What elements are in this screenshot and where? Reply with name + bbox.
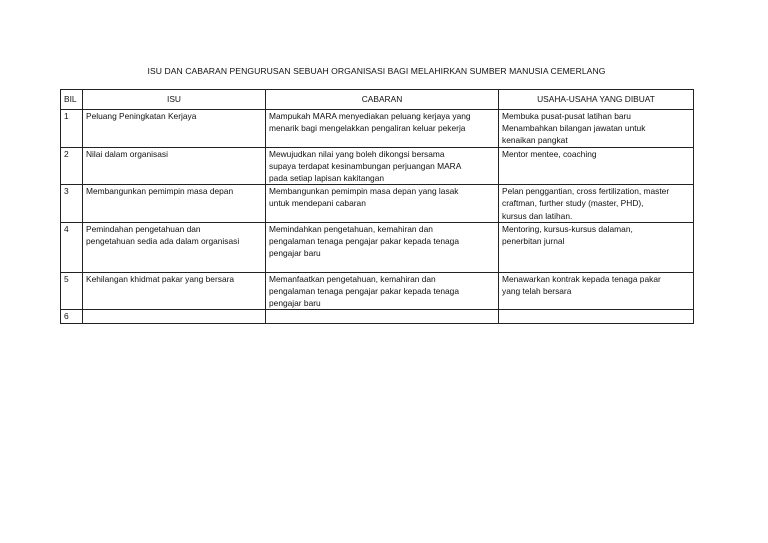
cell-line: Nilai dalam organisasi xyxy=(86,148,168,159)
isu-cell xyxy=(83,272,266,310)
bil-cell: 4 xyxy=(61,222,83,272)
cabaran-cell xyxy=(266,110,499,148)
cell-line: untuk mendepani cabaran xyxy=(269,198,366,209)
cabaran-cell xyxy=(266,147,499,185)
table-row xyxy=(61,272,694,310)
cell-line: Membuka pusat-pusat latihan baru xyxy=(502,111,631,121)
cell-line: kursus dan latihan. xyxy=(502,210,573,221)
cell-line: craftman, further study (master, PHD), xyxy=(502,198,644,209)
cell-line: Kehilangan khidmat pakar yang bersara xyxy=(86,273,235,284)
issues-table xyxy=(60,89,694,324)
isu-cell xyxy=(83,110,266,148)
cell-line: supaya terdapat kesinambungan perjuangan MARA xyxy=(269,160,462,171)
cell-line: pengetahuan sedia ada dalam organisasi xyxy=(86,236,240,247)
bil-cell: 3 xyxy=(61,185,83,223)
isu-cell xyxy=(83,185,266,223)
cabaran-cell xyxy=(266,310,499,323)
usaha-cell xyxy=(499,222,694,272)
header-bil: BIL xyxy=(61,90,83,110)
cell-line: Membangunkan pemimpin masa depan yang lasak xyxy=(269,186,459,197)
cabaran-cell xyxy=(266,272,499,310)
table-row xyxy=(61,110,694,148)
cell-line: Memanfaatkan pengetahuan, kemahiran dan xyxy=(269,273,436,284)
cell-line: pengalaman tenaga pengajar pakar kepada tenaga xyxy=(269,286,459,297)
cell-line: Memindahkan pengetahuan, kemahiran dan xyxy=(269,223,433,234)
cell-line: Peluang Peningkatan Kerjaya xyxy=(86,111,197,121)
cell-line: pengajar baru xyxy=(269,248,321,259)
usaha-cell xyxy=(499,272,694,310)
table-row xyxy=(61,222,694,272)
bil-cell: 2 xyxy=(61,147,83,185)
cell-line: Menawarkan kontrak kepada tenaga pakar xyxy=(502,273,661,284)
cell-line: pengalaman tenaga pengajar pakar kepada tenaga xyxy=(269,236,459,247)
table-row xyxy=(61,310,694,323)
header-cabaran: CABARAN xyxy=(266,90,499,110)
usaha-cell xyxy=(499,110,694,148)
cell-line: menarik bagi mengelakkan pengaliran keluar pekerja xyxy=(269,123,466,134)
cabaran-cell xyxy=(266,185,499,223)
usaha-cell xyxy=(499,310,694,323)
cell-line: Mewujudkan nilai yang boleh dikongsi bersama xyxy=(269,148,445,159)
cell-line: Mampukah MARA menyediakan peluang kerjaya yang xyxy=(269,111,471,121)
cell-line: penerbitan jurnal xyxy=(502,236,565,247)
isu-cell xyxy=(83,310,266,323)
cell-line: pengajar baru xyxy=(269,298,321,309)
table-header-row xyxy=(61,90,694,110)
usaha-cell xyxy=(499,185,694,223)
table-row xyxy=(61,185,694,223)
cell-line: Mentor mentee, coaching xyxy=(502,148,597,159)
cell-line: Pelan penggantian, cross fertilization, master xyxy=(502,186,670,197)
cell-line: yang telah bersara xyxy=(502,286,572,297)
cell-line: Menambahkan bilangan jawatan untuk xyxy=(502,123,646,134)
cell-line: Mentoring, kursus-kursus dalaman, xyxy=(502,223,633,234)
bil-cell: 5 xyxy=(61,272,83,310)
isu-cell xyxy=(83,222,266,272)
bil-cell: 6 xyxy=(61,310,83,323)
cell-line: kenaikan pangkat xyxy=(502,135,568,146)
cabaran-cell xyxy=(266,222,499,272)
document-title: ISU DAN CABARAN PENGURUSAN SEBUAH ORGANISASI BAGI MELAHIRKAN SUMBER MANUSIA CEMERLANG xyxy=(147,66,606,76)
cell-line: Membangunkan pemimpin masa depan xyxy=(86,186,234,197)
cell-line: Pemindahan pengetahuan dan xyxy=(86,223,201,234)
bil-cell: 1 xyxy=(61,110,83,148)
isu-cell xyxy=(83,147,266,185)
cell-line: pada setiap lapisan kakitangan xyxy=(269,173,385,184)
header-isu: ISU xyxy=(83,90,266,110)
usaha-cell xyxy=(499,147,694,185)
table-row xyxy=(61,147,694,185)
header-usaha: USAHA-USAHA YANG DIBUAT xyxy=(499,90,694,110)
